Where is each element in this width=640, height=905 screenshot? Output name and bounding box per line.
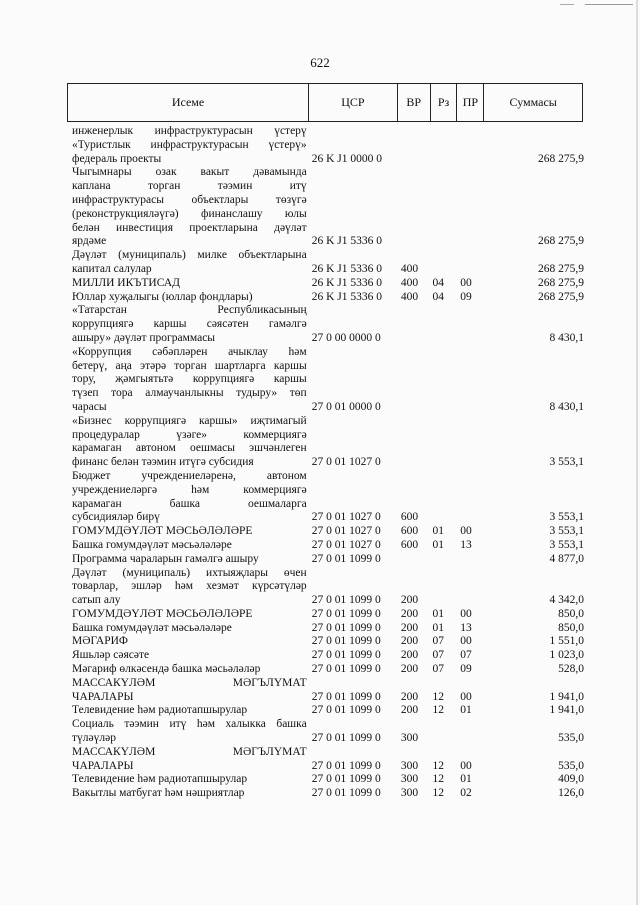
row-sum: 8 430,1 bbox=[549, 400, 584, 413]
row-name-line: финанс белән тәэмин итүгә субсидия bbox=[72, 456, 254, 469]
row-pr: 00 bbox=[460, 607, 472, 620]
row-vr: 400 bbox=[400, 262, 419, 275]
row-name-line: капитал салулар bbox=[72, 262, 152, 275]
header-vr: ВР bbox=[398, 84, 431, 121]
row-name bbox=[72, 166, 307, 249]
row-name-line: инфраструктурасы объектлары төзүгә bbox=[72, 193, 307, 206]
row-name bbox=[72, 608, 307, 622]
row-name-line: тору, җәмгыятьтә коррупциягә каршы bbox=[72, 373, 307, 386]
row-rz: 01 bbox=[432, 525, 444, 538]
table-row bbox=[72, 718, 584, 746]
row-pr: 02 bbox=[460, 787, 472, 800]
header-csr: ЦСР bbox=[309, 84, 398, 121]
table-row bbox=[72, 304, 584, 345]
scan-edge bbox=[636, 0, 638, 905]
row-sum: 268 275,9 bbox=[537, 152, 584, 165]
row-name-line: Чыгымнары озак вакыт дәвамында bbox=[72, 166, 307, 179]
row-csr: 27 0 01 1099 0 bbox=[311, 552, 381, 565]
scan-mark bbox=[560, 4, 574, 5]
row-sum: 3 553,1 bbox=[549, 538, 584, 551]
row-name-line: «Коррупция сәбәпләрен ачыклау һәм bbox=[72, 345, 307, 358]
row-name-line: федераль проекты bbox=[72, 152, 162, 165]
row-name-line: Яшьләр сәясәте bbox=[72, 649, 150, 662]
page-number: 622 bbox=[310, 55, 330, 70]
table-row bbox=[72, 125, 584, 166]
row-name-line: «Туристлык инфраструктурасын үстерү» bbox=[72, 138, 307, 151]
row-csr: 26 K J1 5336 0 bbox=[311, 235, 382, 248]
row-name-line: каплана торган тәэмин итү bbox=[72, 180, 307, 193]
row-name bbox=[72, 635, 307, 649]
row-csr: 27 0 01 1099 0 bbox=[311, 663, 381, 676]
row-rz: 01 bbox=[432, 621, 444, 634]
row-name-line: учреждениеләргә һәм коммерциягә bbox=[72, 483, 307, 496]
row-pr: 07 bbox=[460, 649, 472, 662]
row-csr: 27 0 01 0000 0 bbox=[311, 400, 381, 413]
row-sum: 1 941,0 bbox=[549, 690, 584, 703]
row-rz: 07 bbox=[432, 649, 444, 662]
row-name bbox=[72, 787, 307, 801]
row-sum: 8 430,1 bbox=[549, 331, 584, 344]
scan-mark bbox=[585, 4, 633, 5]
row-pr: 00 bbox=[460, 525, 472, 538]
row-name-line: ГОМУМДӘҮЛӘТ МӘСЬӘЛӘЛӘРЕ bbox=[72, 607, 253, 620]
row-name-line: Башка гомумдәүләт мәсьәләләре bbox=[72, 621, 232, 634]
row-csr: 27 0 01 1099 0 bbox=[311, 649, 381, 662]
row-sum: 535,0 bbox=[558, 759, 584, 772]
row-rz: 12 bbox=[432, 787, 444, 800]
row-sum: 3 553,1 bbox=[549, 511, 584, 524]
row-name bbox=[72, 773, 307, 787]
row-name-line: Телевидение һәм радиотапшырулар bbox=[72, 773, 248, 786]
row-sum: 1 551,0 bbox=[549, 635, 584, 648]
row-vr: 200 bbox=[400, 663, 419, 676]
row-csr: 27 0 01 1099 0 bbox=[311, 621, 381, 634]
row-name bbox=[72, 304, 307, 345]
row-sum: 3 553,1 bbox=[549, 456, 584, 469]
row-csr: 27 0 01 1099 0 bbox=[311, 759, 381, 772]
row-name bbox=[72, 746, 307, 774]
row-name-line: ЧАРАЛАРЫ bbox=[72, 690, 134, 703]
row-vr: 200 bbox=[400, 704, 419, 717]
row-csr: 27 0 01 1099 0 bbox=[311, 732, 381, 745]
row-vr: 300 bbox=[400, 732, 419, 745]
row-csr: 27 0 00 0000 0 bbox=[311, 331, 381, 344]
row-name bbox=[72, 525, 307, 539]
row-name bbox=[72, 125, 307, 166]
row-vr: 400 bbox=[400, 276, 419, 289]
row-pr: 13 bbox=[460, 538, 472, 551]
row-name-line: белән инвестиция проектларына дәүләт bbox=[72, 221, 307, 234]
header-rz: Рз bbox=[431, 84, 458, 121]
table-row bbox=[72, 415, 584, 470]
row-name-line: сатып алу bbox=[72, 594, 121, 607]
row-pr: 09 bbox=[460, 290, 472, 303]
table-body bbox=[72, 125, 584, 801]
table-row bbox=[72, 787, 584, 801]
row-csr: 27 0 01 1099 0 bbox=[311, 773, 381, 786]
row-sum: 4 342,0 bbox=[549, 594, 584, 607]
table-row bbox=[72, 704, 584, 718]
row-name-line: коррупциягә каршы сәясәтен гамәлгә bbox=[72, 318, 307, 331]
row-pr: 00 bbox=[460, 635, 472, 648]
row-sum: 535,0 bbox=[558, 732, 584, 745]
row-name-line: карамаган башка оешмаларга bbox=[72, 497, 307, 510]
row-csr: 27 0 01 1027 0 bbox=[311, 511, 381, 524]
table-row bbox=[72, 635, 584, 649]
row-name-line: Башка гомумдәүләт мәсьәләләре bbox=[72, 538, 232, 551]
row-vr: 200 bbox=[400, 690, 419, 703]
row-rz: 01 bbox=[432, 607, 444, 620]
row-vr: 200 bbox=[400, 607, 419, 620]
row-name-line: субсидияләр бирү bbox=[72, 511, 160, 524]
table-row bbox=[72, 470, 584, 525]
row-name-line: Программа чараларын гамәлгә ашыру bbox=[72, 552, 259, 565]
row-name bbox=[72, 291, 307, 305]
row-rz: 12 bbox=[432, 690, 444, 703]
table-row bbox=[72, 553, 584, 567]
row-csr: 27 0 01 1099 0 bbox=[311, 635, 381, 648]
row-name bbox=[72, 649, 307, 663]
row-vr: 200 bbox=[400, 621, 419, 634]
row-csr: 26 K J1 5336 0 bbox=[311, 262, 382, 275]
row-rz: 07 bbox=[432, 635, 444, 648]
row-vr: 300 bbox=[400, 759, 419, 772]
row-name-line: МИЛЛИ ИКЪТИСАД bbox=[72, 276, 180, 289]
row-vr: 200 bbox=[400, 635, 419, 648]
table-row bbox=[72, 608, 584, 622]
row-sum: 1 023,0 bbox=[549, 649, 584, 662]
table-row bbox=[72, 539, 584, 553]
row-name-line: Юллар хуҗалыгы (юллар фондлары) bbox=[72, 290, 253, 303]
row-rz: 12 bbox=[432, 759, 444, 772]
table-row bbox=[72, 291, 584, 305]
table-row bbox=[72, 773, 584, 787]
row-sum: 850,0 bbox=[558, 621, 584, 634]
row-name-line: Мәгариф өлкәсендә башка мәсьәләләр bbox=[72, 663, 261, 676]
row-name bbox=[72, 718, 307, 746]
row-sum: 268 275,9 bbox=[537, 290, 584, 303]
row-pr: 00 bbox=[460, 759, 472, 772]
row-name-line: Социаль тәэмин итү һәм халыкка башка bbox=[72, 718, 307, 731]
row-name bbox=[72, 677, 307, 705]
row-name-line: МАССАКҮЛӘМ МӘГЪЛҮМАТ bbox=[72, 745, 307, 758]
row-name-line: ярдәме bbox=[72, 235, 107, 248]
table-row bbox=[72, 622, 584, 636]
table-row bbox=[72, 567, 584, 608]
row-csr: 27 0 01 1027 0 bbox=[311, 525, 381, 538]
row-name-line: Дәүләт (муниципаль) милке объектларына bbox=[72, 249, 307, 262]
row-name-line: инженерлык инфраструктурасын үстерү bbox=[72, 125, 307, 137]
row-name-line: ашыру» дәүләт программасы bbox=[72, 331, 216, 344]
row-sum: 1 941,0 bbox=[549, 704, 584, 717]
row-name-line: МӘГАРИФ bbox=[72, 635, 129, 648]
row-csr: 26 K J1 5336 0 bbox=[311, 276, 382, 289]
row-sum: 268 275,9 bbox=[537, 276, 584, 289]
row-name-line: түләүләр bbox=[72, 732, 116, 745]
row-rz: 04 bbox=[432, 276, 444, 289]
header-name: Исеме bbox=[68, 84, 309, 121]
row-rz: 01 bbox=[432, 538, 444, 551]
row-csr: 27 0 01 1099 0 bbox=[311, 787, 381, 800]
row-pr: 01 bbox=[460, 704, 472, 717]
row-csr: 27 0 01 1027 0 bbox=[311, 538, 381, 551]
row-name bbox=[72, 663, 307, 677]
row-name-line: Бюджет учреждениеләренә, автоном bbox=[72, 469, 307, 482]
row-sum: 850,0 bbox=[558, 607, 584, 620]
row-csr: 27 0 01 1099 0 bbox=[311, 594, 381, 607]
row-name bbox=[72, 470, 307, 525]
row-pr: 09 bbox=[460, 663, 472, 676]
row-sum: 528,0 bbox=[558, 663, 584, 676]
row-pr: 13 bbox=[460, 621, 472, 634]
row-sum: 3 553,1 bbox=[549, 525, 584, 538]
row-name-line: МАССАКҮЛӘМ МӘГЪЛҮМАТ bbox=[72, 676, 307, 689]
row-name bbox=[72, 553, 307, 567]
row-name-line: «Бизнес коррупциягә каршы» иҗтимагый bbox=[72, 414, 307, 427]
row-name-line: бетерү, аңа этәрә торган шартларга каршы bbox=[72, 359, 307, 372]
row-rz: 12 bbox=[432, 704, 444, 717]
row-name-line: (реконструкцияләүгә) финанслашу юлы bbox=[72, 207, 307, 220]
row-name-line: процедуралар үзәге» коммерциягә bbox=[72, 428, 307, 441]
row-vr: 200 bbox=[400, 649, 419, 662]
row-csr: 27 0 01 1099 0 bbox=[311, 704, 381, 717]
row-pr: 01 bbox=[460, 773, 472, 786]
row-sum: 268 275,9 bbox=[537, 235, 584, 248]
row-rz: 12 bbox=[432, 773, 444, 786]
table-row bbox=[72, 346, 584, 415]
row-vr: 600 bbox=[400, 538, 419, 551]
row-name-line: товарлар, эшләр һәм хезмәт күрсәтүләр bbox=[72, 580, 307, 593]
table-row bbox=[72, 649, 584, 663]
row-name bbox=[72, 622, 307, 636]
table-row bbox=[72, 525, 584, 539]
row-name-line: Вакытлы матбугат һәм нәшриятлар bbox=[72, 787, 245, 800]
row-name bbox=[72, 567, 307, 608]
row-name-line: «Татарстан Республикасының bbox=[72, 304, 307, 317]
row-vr: 200 bbox=[400, 594, 419, 607]
row-sum: 4 877,0 bbox=[549, 552, 584, 565]
header-sum: Суммасы bbox=[509, 95, 557, 109]
row-name bbox=[72, 704, 307, 718]
row-csr: 26 K J1 0000 0 bbox=[311, 152, 382, 165]
table-row bbox=[72, 277, 584, 291]
table-row bbox=[72, 746, 584, 774]
row-name bbox=[72, 415, 307, 470]
row-vr: 300 bbox=[400, 773, 419, 786]
row-vr: 600 bbox=[400, 511, 419, 524]
row-csr: 26 K J1 5336 0 bbox=[311, 290, 382, 303]
row-name bbox=[72, 277, 307, 291]
row-vr: 300 bbox=[400, 787, 419, 800]
row-name-line: Дәүләт (муниципаль) ихтыяҗлары өчен bbox=[72, 566, 307, 579]
row-name-line: ГОМУМДӘҮЛӘТ МӘСЬӘЛӘЛӘРЕ bbox=[72, 525, 253, 538]
row-name bbox=[72, 249, 307, 277]
row-vr: 600 bbox=[400, 525, 419, 538]
table-row bbox=[72, 166, 584, 249]
row-vr: 400 bbox=[400, 290, 419, 303]
row-name-line: чарасы bbox=[72, 400, 107, 413]
row-pr: 00 bbox=[460, 276, 472, 289]
row-csr: 27 0 01 1027 0 bbox=[311, 456, 381, 469]
row-pr: 00 bbox=[460, 690, 472, 703]
row-name bbox=[72, 346, 307, 415]
table-row bbox=[72, 677, 584, 705]
row-sum: 126,0 bbox=[558, 787, 584, 800]
row-csr: 27 0 01 1099 0 bbox=[311, 607, 381, 620]
row-sum: 409,0 bbox=[558, 773, 584, 786]
header-pr: ПР bbox=[457, 84, 484, 121]
row-sum: 268 275,9 bbox=[537, 262, 584, 275]
row-name bbox=[72, 539, 307, 553]
row-csr: 27 0 01 1099 0 bbox=[311, 690, 381, 703]
row-name-line: Телевидение һәм радиотапшырулар bbox=[72, 704, 248, 717]
row-rz: 07 bbox=[432, 663, 444, 676]
row-rz: 04 bbox=[432, 290, 444, 303]
table-row bbox=[72, 663, 584, 677]
table-header bbox=[67, 83, 583, 122]
row-name-line: түзеп тора алмаучанлыкны тудыру» төп bbox=[72, 387, 307, 400]
row-name-line: карамаган автоном оешмасы эшчәнлеген bbox=[72, 442, 307, 455]
table-row bbox=[72, 249, 584, 277]
row-name-line: ЧАРАЛАРЫ bbox=[72, 759, 134, 772]
